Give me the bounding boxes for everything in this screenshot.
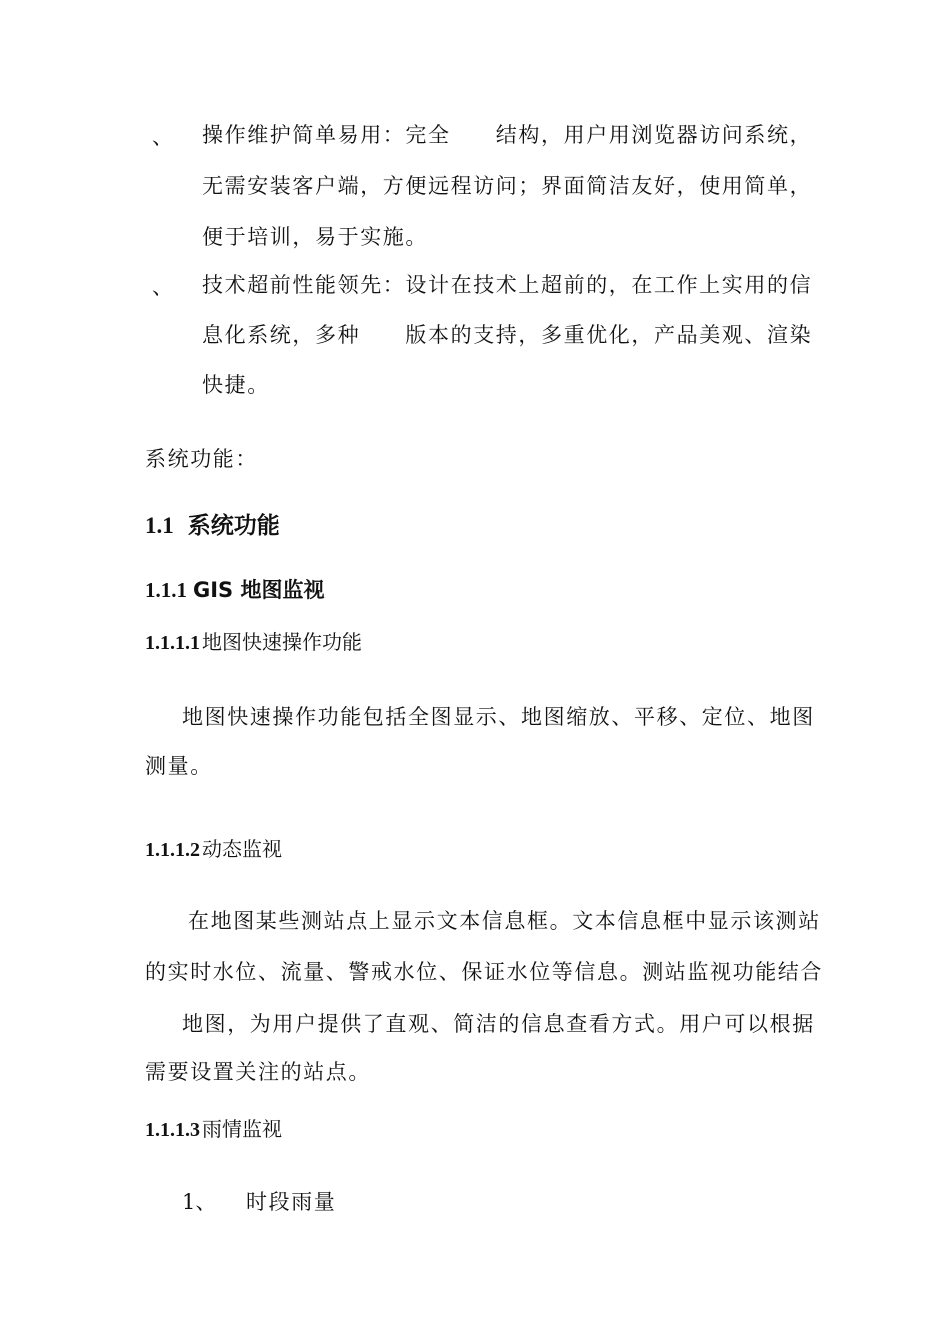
system-function-label: 系统功能： [145,447,258,471]
heading-number: 1.1.1.1 [145,632,200,654]
heading-title: 雨情监视 [202,1117,282,1141]
bullet-1-line-3: 便于培训，易于实施。 [202,225,428,249]
heading-level-2 [145,577,325,603]
paragraph-line: 地图快速操作功能包括全图显示、地图缩放、平移、定位、地图 [182,705,815,729]
heading-title: GIS 地图监视 [193,578,325,602]
bullet-mark: 、 [152,125,173,149]
paragraph-line: 需要设置关注的站点。 [145,1060,371,1084]
bullet-2-line-3: 快捷。 [202,373,270,397]
heading-number: 1.1.1.2 [145,839,200,861]
bullet-2-line-2: 息化系统，多种 版本的支持，多重优化，产品美观、渲染 [202,323,813,347]
heading-level-3 [145,1116,282,1143]
heading-title: 动态监视 [202,837,282,861]
heading-level-3 [145,836,282,863]
paragraph-line: 地图，为用户提供了直观、简洁的信息查看方式。用户可以根据 [182,1012,815,1036]
paragraph-line: 测量。 [145,754,213,778]
list-item-text: 时段雨量 [246,1190,337,1214]
paragraph-line: 在地图某些测站点上显示文本信息框。文本信息框中显示该测站 [188,909,821,933]
heading-title: 地图快速操作功能 [202,630,362,654]
heading-level-3 [145,629,362,656]
list-item-marker: 1、 [182,1190,217,1214]
bullet-1-line-2: 无需安装客户端，方便远程访问；界面简洁友好，使用简单， [202,174,813,198]
paragraph-line: 的实时水位、流量、警戒水位、保证水位等信息。测站监视功能结合 [145,960,823,984]
heading-number: 1.1.1 [145,578,187,602]
bullet-2-line-1: 技术超前性能领先：设计在技术上超前的，在工作上实用的信 [202,273,813,297]
heading-title: 系统功能 [187,513,280,539]
heading-number: 1.1.1.3 [145,1119,200,1141]
bullet-1-line-1: 操作维护简单易用：完全 结构，用户用浏览器访问系统， [202,123,813,147]
bullet-mark: 、 [152,275,173,299]
heading-level-1 [145,512,280,540]
heading-number: 1.1 [145,513,174,538]
